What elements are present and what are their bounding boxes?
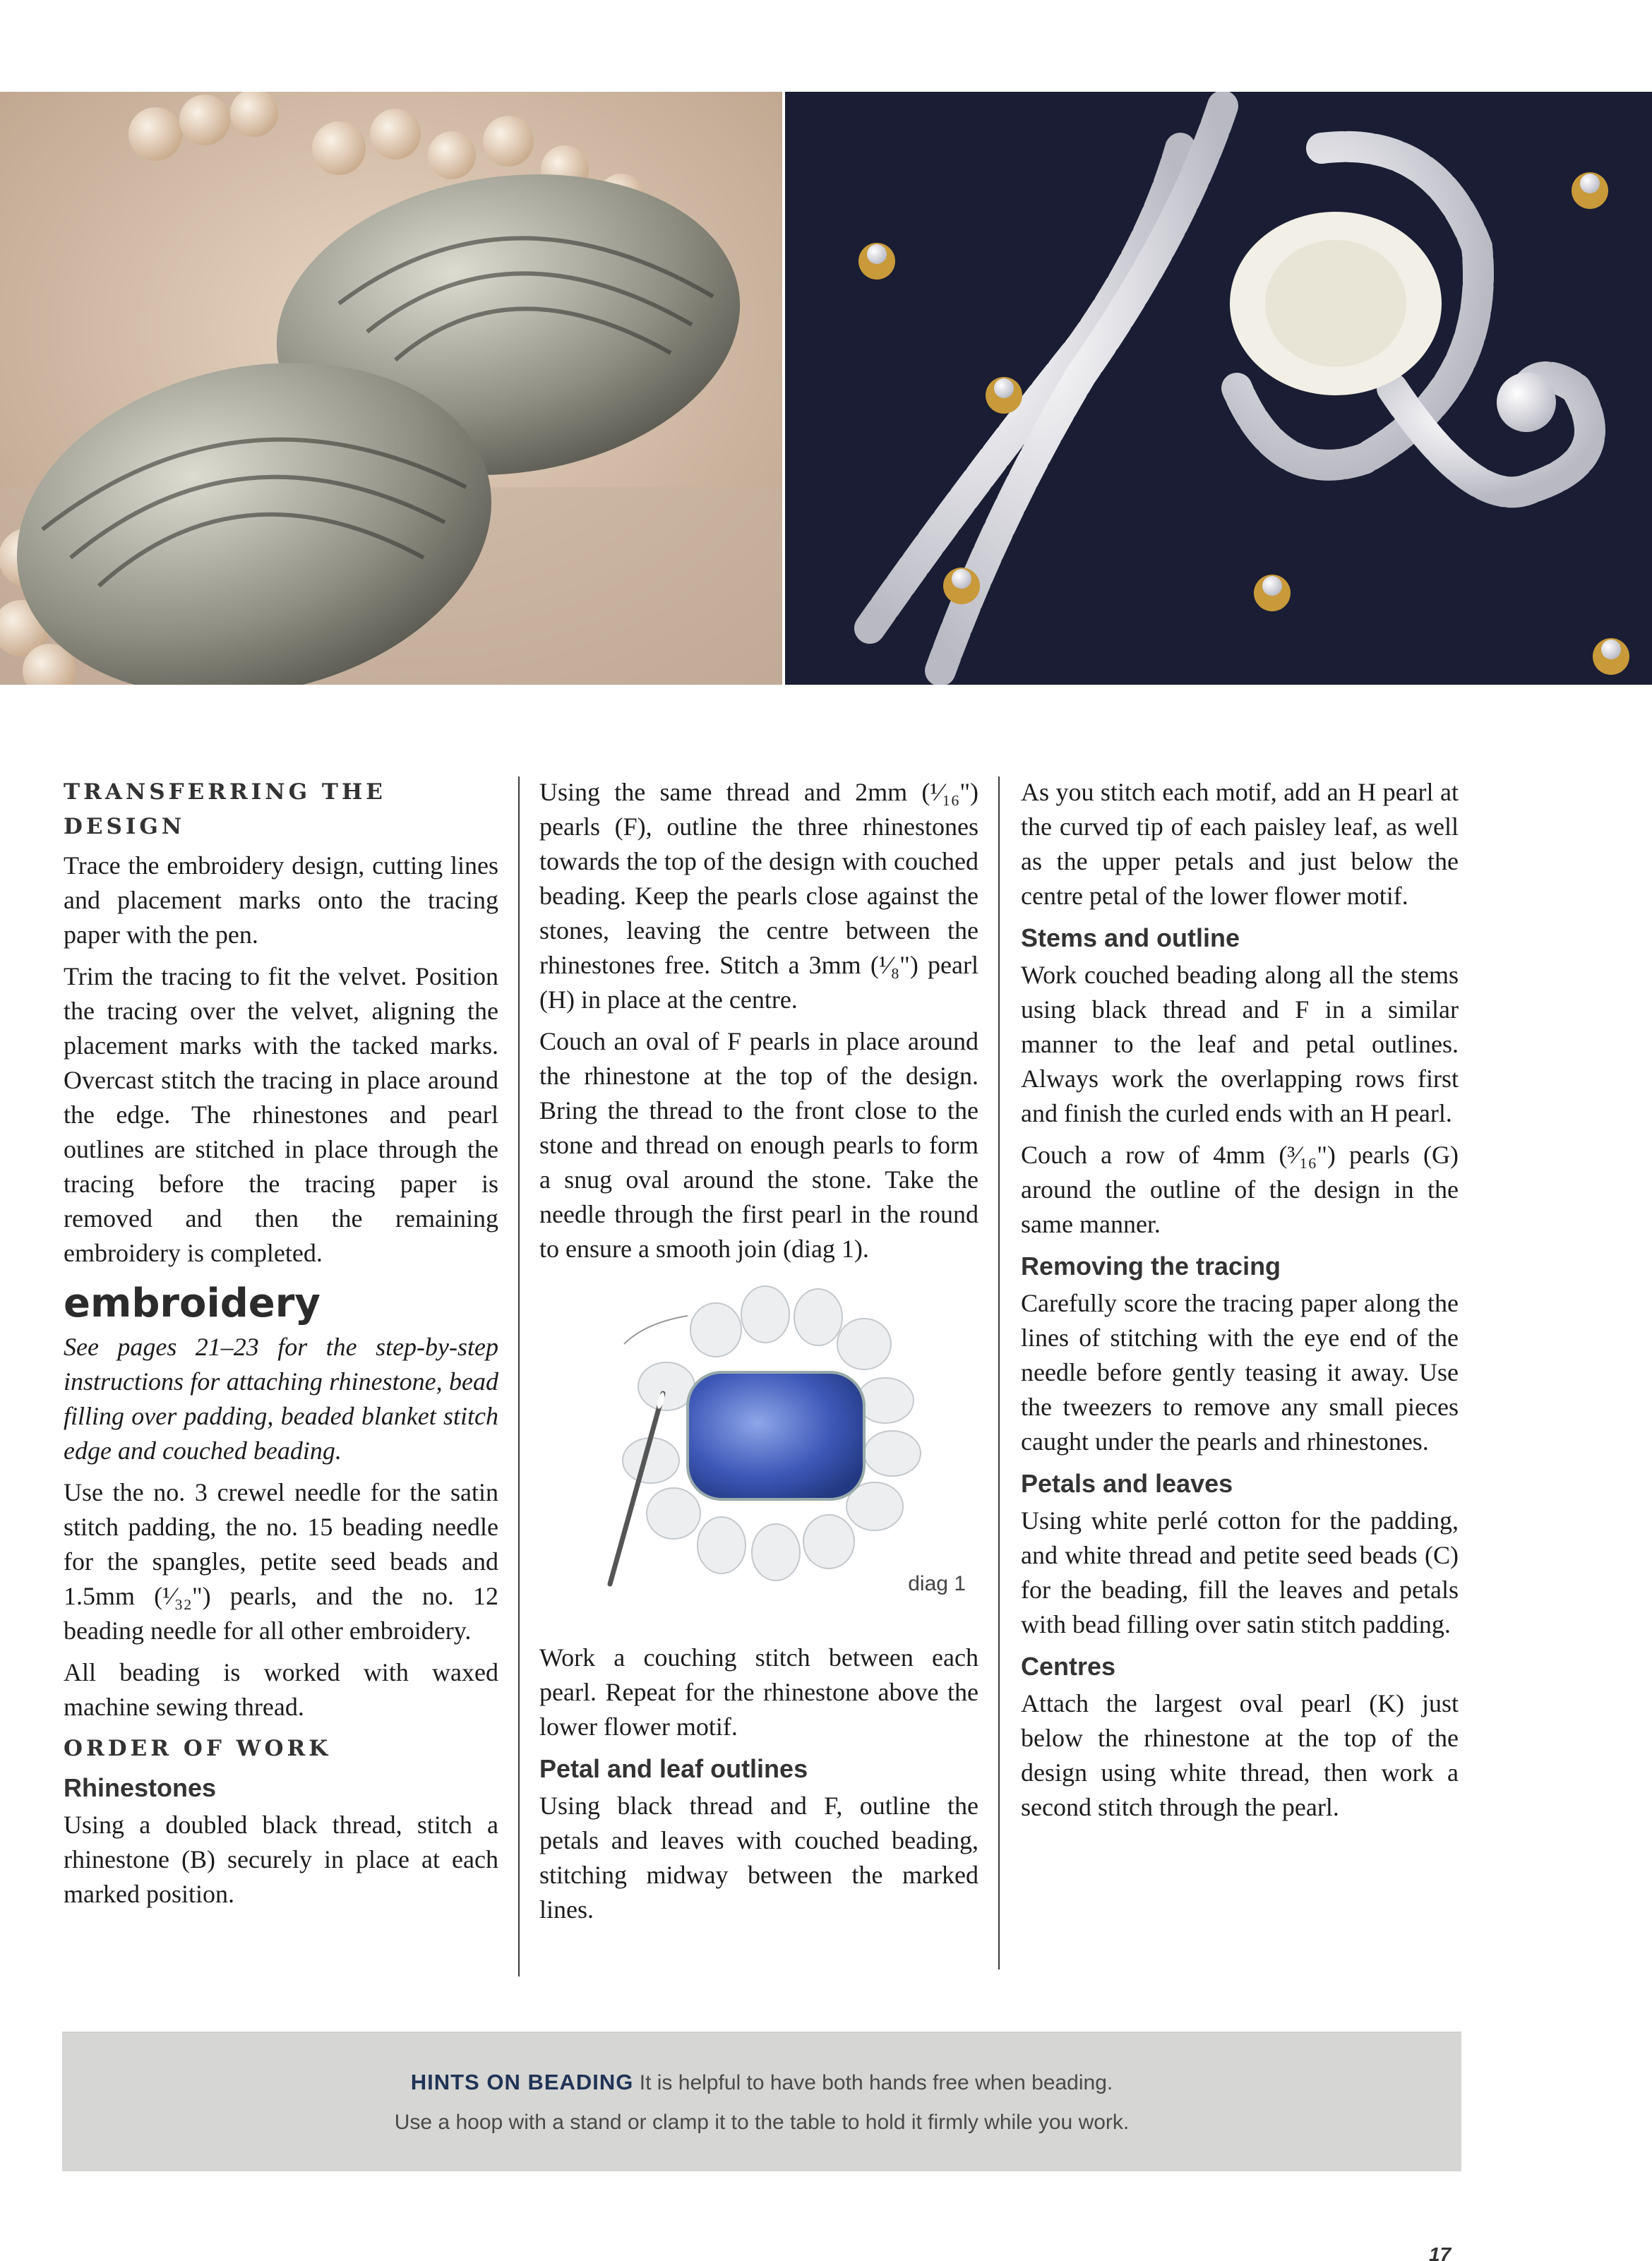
paragraph: Using white perlé cotton for the padding, and white thread and petite seed beads (C) for the beading, fill the leaves and petals with bead filling over satin stitch padding. (1021, 1506, 1459, 1638)
diagram-1 (539, 1273, 978, 1626)
subheading-rhinestones: Rhinestones (64, 1773, 217, 1802)
hints-text-2: Use a hoop with a stand or clamp it to the table to hold it firmly while you work. (394, 2111, 1130, 2134)
hints-line-1 (62, 2063, 1461, 2103)
heading-order-of-work: ORDER OF WORK (64, 1736, 332, 1761)
column-3 (1021, 775, 1459, 1832)
column-1 (64, 775, 498, 1919)
paragraph: Couch a row of 4mm (³⁄₁₆") pearls (G) around the outline of the design in the same manner. (1021, 1141, 1459, 1238)
paragraph: Using a doubled black thread, stitch a rhinestone (B) securely in place at each marked position. (64, 1811, 498, 1908)
heading-transferring: TRANSFERRING THE DESIGN (64, 779, 386, 839)
paragraph: As you stitch each motif, add an H pearl at the curved tip of each paisley leaf, as well as the upper petals and just below the centre petal of the lower flower motif. (1021, 778, 1459, 910)
paragraph: Use the no. 3 crewel needle for the satin stitch padding, the no. 15 beading needle for the spangles, petite seed beads and 1.5mm (¹⁄₃₂") pearls, and the no. 12 beading needle for all other embroidery. (64, 1478, 498, 1645)
heading-embroidery: embroidery (64, 1281, 321, 1326)
paragraph: Couch an oval of F pearls in place around the rhinestone at the top of the design. Bring the thread to the front close to the stone and thread on enough pearls to form a snug oval around the stone. Take the needle through the first pearl in the round to ensure a smooth join (diag 1). (539, 1027, 978, 1263)
subheading-stems-outline: Stems and outline (1021, 923, 1240, 952)
paragraph: Work couched beading along all the stems using black thread and F in a similar manner to the leaf and petal outlines. Always work the overlapping rows first and finish the curled ends with an H pearl. (1021, 961, 1459, 1127)
column-divider (998, 776, 1000, 1969)
hints-text-1: It is helpful to have both hands free when beading. (639, 2071, 1113, 2094)
hints-title: HINTS ON BEADING (410, 2070, 634, 2094)
paragraph: Using black thread and F, outline the petals and leaves with couched beading, stitching midway between the marked lines. (539, 1792, 978, 1924)
subheading-removing-tracing: Removing the tracing (1021, 1252, 1281, 1281)
subheading-petals-leaves: Petals and leaves (1021, 1469, 1233, 1498)
photo-shell-brooches (0, 92, 782, 685)
subheading-centres: Centres (1021, 1652, 1116, 1681)
paragraph: Using the same thread and 2mm (¹⁄₁₆") pearls (F), outline the three rhinestones towards the top of the design with couched beading. Keep the pearls close against the stones, leaving the centre between the rhinestones free. Stitch a 3mm (¹⁄₈") pearl (H) in place at the centre. (539, 778, 978, 1014)
hints-box (62, 2032, 1461, 2171)
column-2 (539, 775, 978, 1934)
photo-pearl-embroidery (785, 92, 1652, 685)
paragraph: Carefully score the tracing paper along the lines of stitching with the eye end of the needle before gently teasing it away. Use the tweezers to remove any small pieces caught under the pearls and rhinestones. (1021, 1289, 1459, 1456)
page-number: 17 (1429, 2243, 1452, 2261)
diagram-label: diag 1 (908, 1572, 966, 1595)
subheading-petal-leaf-outlines: Petal and leaf outlines (539, 1754, 808, 1783)
paragraph: Trim the tracing to fit the velvet. Position the tracing over the velvet, aligning the placement marks with the tacked marks. Overcast stitch the tracing in place around the edge. The rhinestones and pearl outlines are stitched in place through the tracing before the tracing paper is removed and then the remaining embroidery is completed. (64, 962, 498, 1267)
paragraph: Trace the embroidery design, cutting lines and placement marks onto the tracing paper with the pen. (64, 851, 498, 949)
column-divider (518, 776, 520, 1977)
italic-note: See pages 21–23 for the step-by-step instructions for attaching rhinestone, bead filling over padding, beaded blanket stitch edge and couched beading. (64, 1333, 498, 1465)
paragraph: Attach the largest oval pearl (K) just below the rhinestone at the top of the design using white thread, then work a second stitch through the pearl. (1021, 1689, 1459, 1821)
paragraph: All beading is worked with waxed machine sewing thread. (64, 1658, 498, 1721)
paragraph: Work a couching stitch between each pearl. Repeat for the rhinestone above the lower flower motif. (539, 1643, 978, 1741)
